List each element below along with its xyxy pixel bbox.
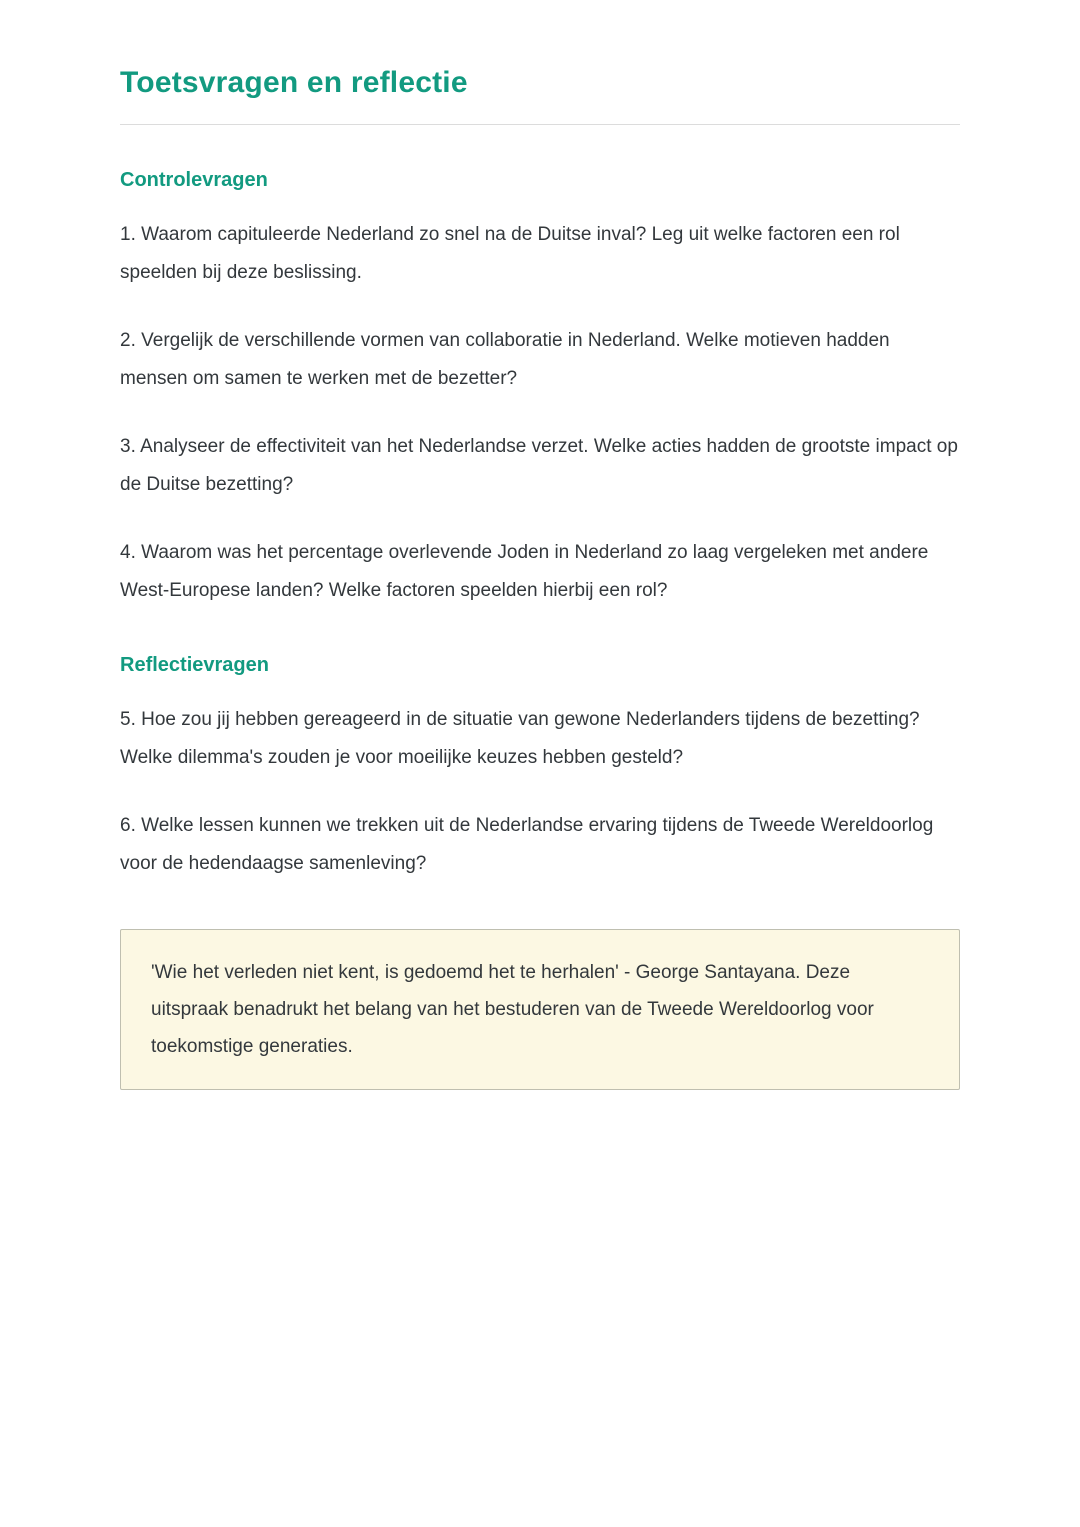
question-2: 2. Vergelijk de verschillende vormen van collaboratie in Nederland. Welke motieven hadden mensen om samen te werken met de bezetter? — [120, 330, 890, 389]
question-6: 6. Welke lessen kunnen we trekken uit de Nederlandse ervaring tijdens de Tweede Wereldoorlog voor de hedendaagse samenleving? — [120, 815, 934, 874]
quote-text: 'Wie het verleden niet kent, is gedoemd het te herhalen' - George Santayana. Deze uitspraak benadrukt het belang van het bestuderen van de Tweede Wereldoorlog voor toekomstige generaties. — [151, 962, 874, 1058]
section-heading-reflectievragen: Reflectievragen — [120, 654, 269, 676]
page-title: Toetsvragen en reflectie — [120, 66, 960, 125]
question-4: 4. Waarom was het percentage overlevende Joden in Nederland zo laag vergeleken met andere West-Europese landen? Welke factoren speelden hierbij een rol? — [120, 542, 929, 601]
question-5: 5. Hoe zou jij hebben gereageerd in de situatie van gewone Nederlanders tijdens de bezetting? Welke dilemma's zouden je voor moeilijke keuzes hebben gesteld? — [120, 709, 920, 768]
question-3: 3. Analyseer de effectiviteit van het Nederlandse verzet. Welke acties hadden de grootste impact op de Duitse bezetting? — [120, 436, 958, 495]
section-heading-controlevragen: Controlevragen — [120, 169, 268, 191]
question-1: 1. Waarom capituleerde Nederland zo snel na de Duitse inval? Leg uit welke factoren een rol speelden bij deze beslissing. — [120, 224, 900, 283]
quote-box — [120, 929, 960, 1090]
